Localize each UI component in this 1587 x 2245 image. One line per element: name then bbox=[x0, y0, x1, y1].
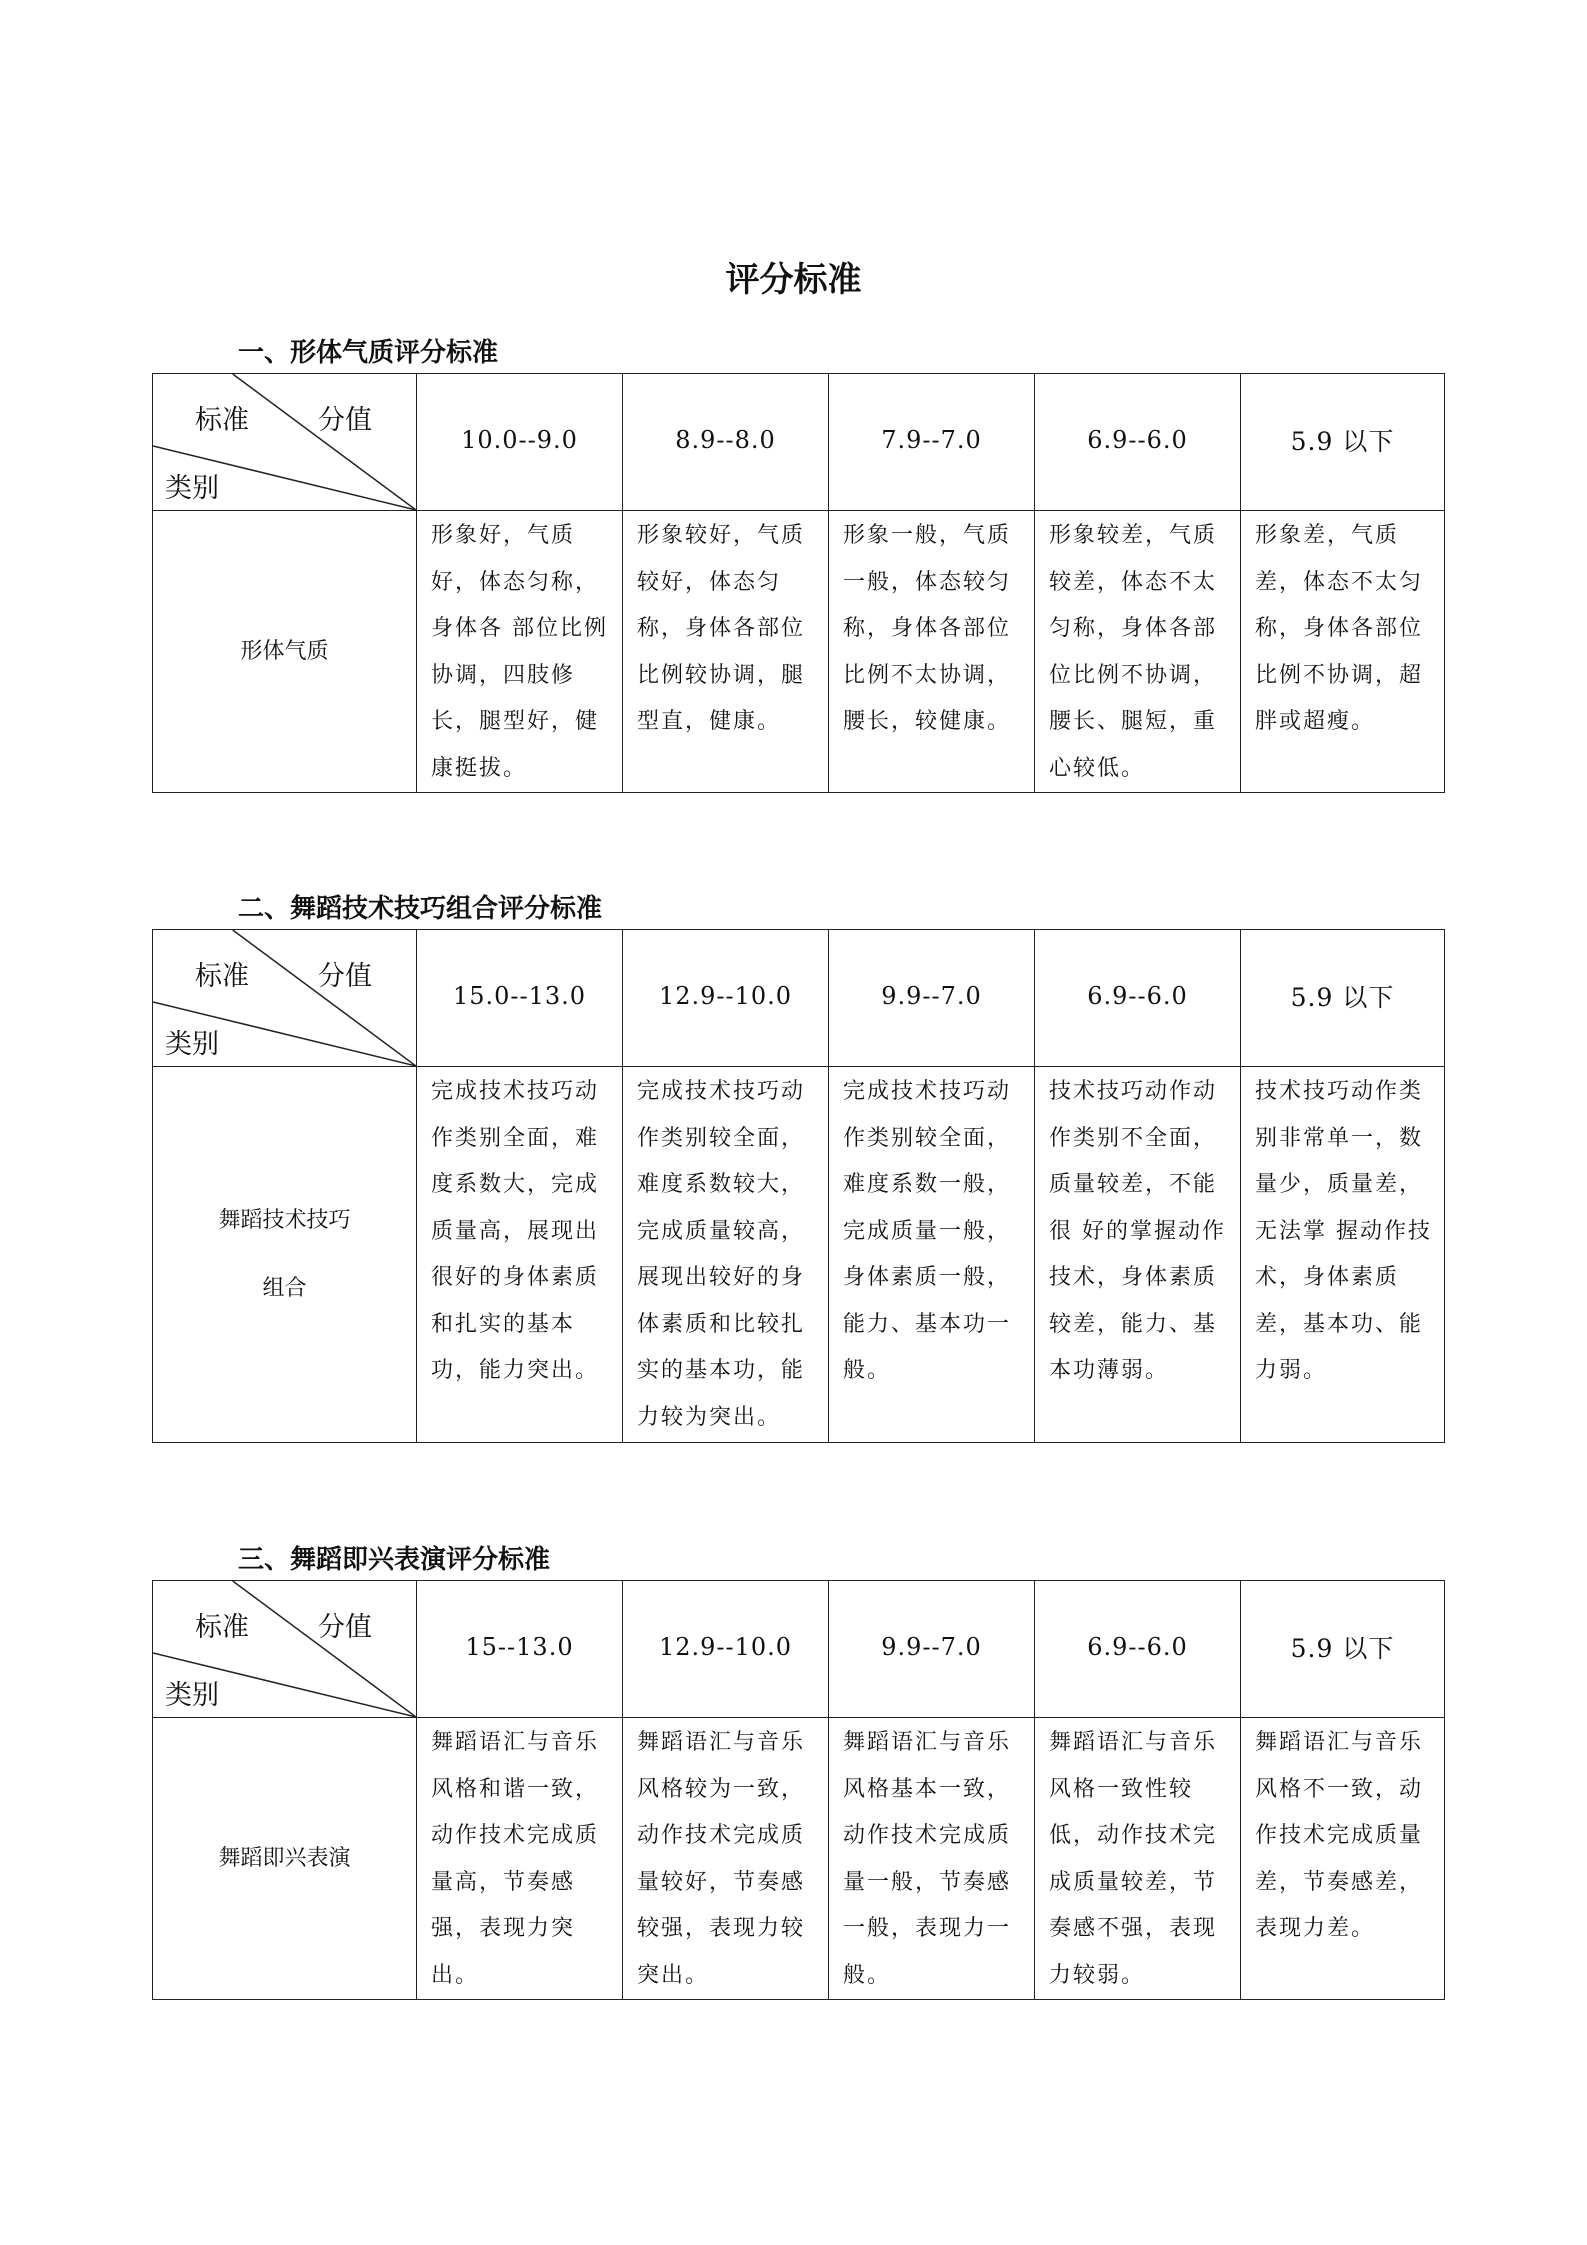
category-label: 类别 bbox=[165, 473, 219, 504]
category-line-2: 组合 bbox=[262, 1275, 307, 1301]
criteria-cell: 完成技术技巧动作类别全面，难度系数大，完成质量高，展现出很好的身体素质和扎实的基本功，能力突出。 bbox=[417, 1067, 623, 1443]
score-range-cell: 15.0--13.0 bbox=[417, 930, 623, 1067]
criteria-cell: 技术技巧动作动作类别不全面，质量较差，不能很 好的掌握动作技术，身体素质较差，能力、基本功薄弱。 bbox=[1035, 1067, 1241, 1443]
score-range-cell: 15--13.0 bbox=[417, 1581, 623, 1718]
score-label: 分值 bbox=[318, 961, 372, 992]
score-range-cell: 7.9--7.0 bbox=[829, 374, 1035, 511]
score-label: 分值 bbox=[318, 1612, 372, 1643]
criteria-cell: 形象一般，气质一般，体态较匀称，身体各部位比例不太协调，腰长，较健康。 bbox=[829, 511, 1035, 793]
score-range-cell: 10.0--9.0 bbox=[417, 374, 623, 511]
standard-label: 标准 bbox=[195, 1612, 249, 1643]
score-range-cell: 6.9--6.0 bbox=[1035, 930, 1241, 1067]
criteria-cell: 形象差，气质差，体态不太匀称，身体各部位比例不协调，超胖或超瘦。 bbox=[1241, 511, 1445, 793]
category-cell bbox=[153, 1067, 417, 1443]
standard-label: 标准 bbox=[195, 961, 249, 992]
score-range-cell: 5.9 以下 bbox=[1241, 930, 1445, 1067]
criteria-cell: 舞蹈语汇与音乐风格不一致，动作技术完成质量差，节奏感差，表现力差。 bbox=[1241, 1718, 1445, 2000]
section-heading-improvisation: 三、舞蹈即兴表演评分标准 bbox=[238, 1545, 551, 1575]
criteria-cell: 舞蹈语汇与音乐风格一致性较低，动作技术完成质量较差，节奏感不强，表现力较弱。 bbox=[1035, 1718, 1241, 2000]
standard-label: 标准 bbox=[195, 405, 249, 436]
criteria-cell: 舞蹈语汇与音乐风格基本一致，动作技术完成质量一般，节奏感一般，表现力一般。 bbox=[829, 1718, 1035, 2000]
category-line-1: 舞蹈技术技巧 bbox=[218, 1207, 351, 1233]
criteria-cell: 舞蹈语汇与音乐风格较为一致，动作技术完成质量较好，节奏感较强，表现力较突出。 bbox=[623, 1718, 829, 2000]
improvisation-score-table bbox=[152, 1580, 1445, 2000]
score-range-cell: 9.9--7.0 bbox=[829, 1581, 1035, 1718]
category-cell: 形体气质 bbox=[153, 511, 417, 793]
page-title: 评分标准 bbox=[725, 260, 862, 300]
category-cell: 舞蹈即兴表演 bbox=[153, 1718, 417, 2000]
score-range-cell: 12.9--10.0 bbox=[623, 930, 829, 1067]
score-range-cell: 8.9--8.0 bbox=[623, 374, 829, 511]
section-heading-physique: 一、形体气质评分标准 bbox=[238, 338, 499, 368]
criteria-cell: 形象好，气质好，体态匀称，身体各 部位比例协调，四肢修长，腿型好，健康挺拔。 bbox=[417, 511, 623, 793]
section-heading-technique: 二、舞蹈技术技巧组合评分标准 bbox=[238, 894, 603, 924]
corner-header-cell bbox=[153, 1581, 417, 1718]
criteria-cell: 形象较差，气质较差，体态不太匀称，身体各部位比例不协调，腰长、腿短，重心较低。 bbox=[1035, 511, 1241, 793]
criteria-cell: 形象较好，气质较好，体态匀称，身体各部位比例较协调，腿型直，健康。 bbox=[623, 511, 829, 793]
score-range-cell: 6.9--6.0 bbox=[1035, 1581, 1241, 1718]
corner-header-cell bbox=[153, 930, 417, 1067]
technique-score-table bbox=[152, 929, 1445, 1443]
score-range-cell: 6.9--6.0 bbox=[1035, 374, 1241, 511]
category-label: 类别 bbox=[165, 1029, 219, 1060]
physique-score-table bbox=[152, 373, 1445, 793]
corner-header-cell bbox=[153, 374, 417, 511]
criteria-cell: 完成技术技巧动作类别较全面，难度系数较大，完成质量较高，展现出较好的身体素质和比较扎实的基本功，能力较为突出。 bbox=[623, 1067, 829, 1443]
category-label: 类别 bbox=[165, 1680, 219, 1711]
score-label: 分值 bbox=[318, 405, 372, 436]
score-range-cell: 5.9 以下 bbox=[1241, 374, 1445, 511]
score-range-cell: 9.9--7.0 bbox=[829, 930, 1035, 1067]
criteria-cell: 技术技巧动作类别非常单一，数量少，质量差，无法掌 握动作技术，身体素质差，基本功、能力弱。 bbox=[1241, 1067, 1445, 1443]
score-range-cell: 12.9--10.0 bbox=[623, 1581, 829, 1718]
score-range-cell: 5.9 以下 bbox=[1241, 1581, 1445, 1718]
criteria-cell: 舞蹈语汇与音乐风格和谐一致，动作技术完成质量高，节奏感强，表现力突出。 bbox=[417, 1718, 623, 2000]
criteria-cell: 完成技术技巧动作类别较全面，难度系数一般，完成质量一般，身体素质一般，能力、基本功一般。 bbox=[829, 1067, 1035, 1443]
